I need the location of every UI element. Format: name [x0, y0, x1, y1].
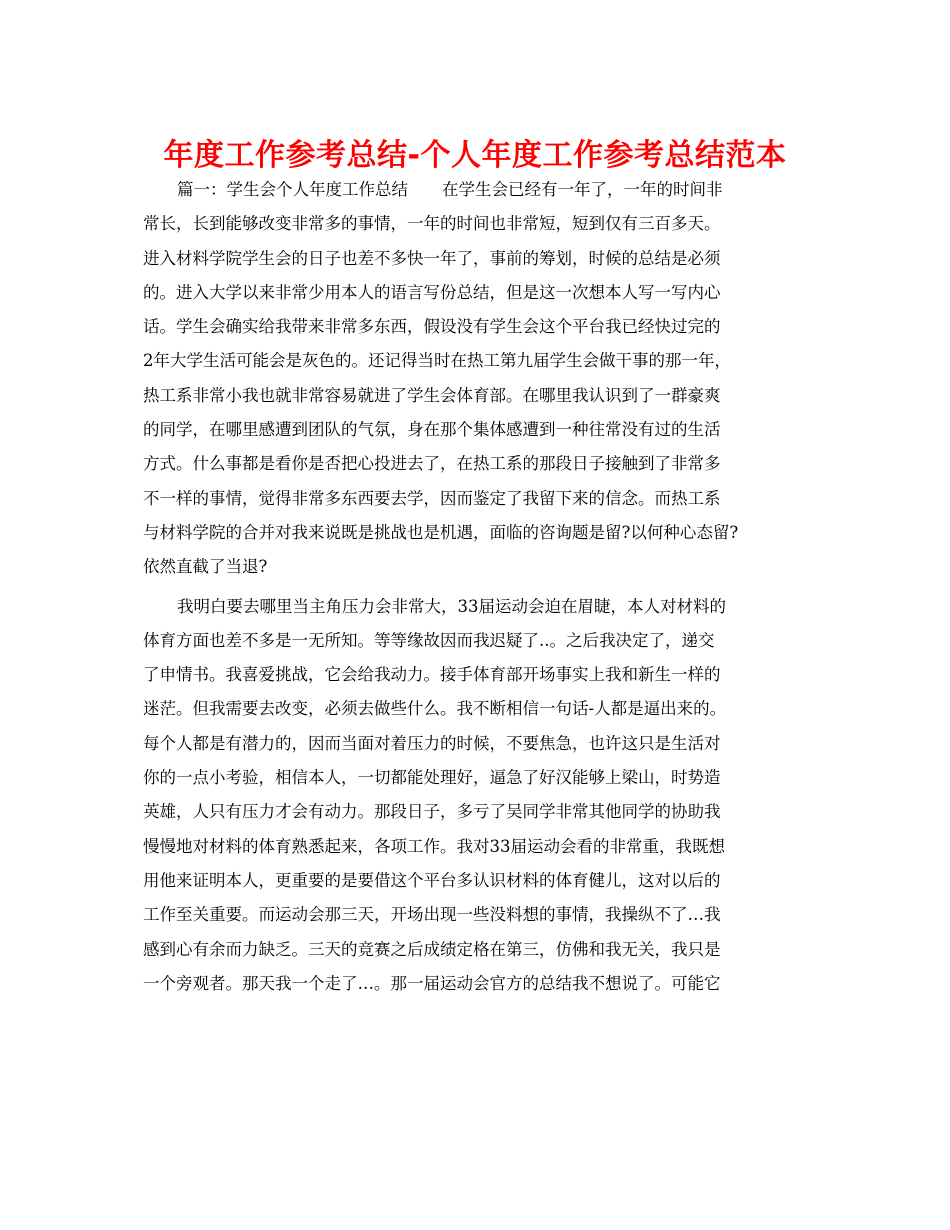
document-title: 年度工作参考总结-个人年度工作参考总结范本: [163, 138, 787, 173]
paragraph-1-first-text: 在学生会已经有一年了，一年的时间非: [442, 180, 723, 199]
paragraph-2-line: 感到心有余而力缺乏。三天的竞赛之后成绩定格在第三，仿佛和我无关，我只是: [143, 939, 721, 959]
paragraph-1-line: 依然直截了当退?: [143, 557, 268, 577]
paragraph-2-line: 英雄，人只有压力才会有动力。那段日子，多亏了吴同学非常其他同学的协助我: [143, 802, 721, 822]
paragraph-2-line: 迷茫。但我需要去改变，必须去做些什么。我不断相信一句话-人都是逼出来的。: [143, 699, 727, 719]
paragraph-2-line: 用他来证明本人，更重要的是要借这个平台多认识材料的体育健儿，这对以后的: [143, 870, 721, 890]
paragraph-1-line: 话。学生会确实给我带来非常多东西，假设没有学生会这个平台我已经快过完的: [143, 317, 721, 337]
paragraph-2-line: 慢慢地对材料的体育熟悉起来，各项工作。我对33届运动会看的非常重，我既想: [143, 836, 725, 856]
paragraph-1-line: 常长，长到能够改变非常多的事情，一年的时间也非常短，短到仅有三百多天。: [143, 214, 721, 234]
paragraph-2-line: 你的一点小考验，相信本人，一切都能处理好，逼急了好汉能够上梁山，时势造: [143, 768, 721, 788]
paragraph-2-line: 一个旁观者。那天我一个走了…。那一届运动会官方的总结我不想说了。可能它: [143, 973, 721, 993]
paragraph-1-line: 2年大学生活可能会是灰色的。还记得当时在热工第九届学生会做干事的那一年，: [143, 351, 731, 371]
paragraph-2-line: 我明白要去哪里当主角压力会非常大，33届运动会迫在眉睫，本人对材料的: [177, 596, 726, 616]
section-heading: 篇一：学生会个人年度工作总结: [177, 180, 408, 199]
paragraph-2-line: 了申情书。我喜爱挑战，它会给我动力。接手体育部开场事实上我和新生一样的: [143, 665, 721, 685]
paragraph-1-line-1: [143, 173, 823, 207]
paragraph-2-line: 体育方面也差不多是一无所知。等等缘故因而我迟疑了..。之后我决定了，递交: [143, 630, 715, 650]
paragraph-1-line: 的同学，在哪里感遭到团队的气氛，身在那个集体感遭到一种往常没有过的生活: [143, 420, 721, 440]
paragraph-1-line: 方式。什么事都是看你是否把心投进去了，在热工系的那段日子接触到了非常多: [143, 454, 721, 474]
paragraph-2-line: 工作至关重要。而运动会那三天，开场出现一些没料想的事情，我操纵不了…我: [143, 905, 721, 925]
document-body: [143, 173, 823, 1001]
paragraph-1-line: 热工系非常小我也就非常容易就进了学生会体育部。在哪里我认识到了一群豪爽: [143, 385, 721, 405]
paragraph-1-line: 不一样的事情，觉得非常多东西要去学，因而鉴定了我留下来的信念。而热工系: [143, 488, 721, 508]
paragraph-1-line: 的。进入大学以来非常少用本人的语言写份总结，但是这一次想本人写一写内心: [143, 282, 721, 302]
paragraph-1-line: 与材料学院的合并对我来说既是挑战也是机遇，面临的咨询题是留?以何种心态留?: [143, 522, 739, 542]
paragraph-1-line: 进入材料学院学生会的日子也差不多快一年了，事前的筹划，时候的总结是必须: [143, 248, 721, 268]
paragraph-2-line: 每个人都是有潜力的，因而当面对着压力的时候，不要焦急，也许这只是生活对: [143, 733, 721, 753]
